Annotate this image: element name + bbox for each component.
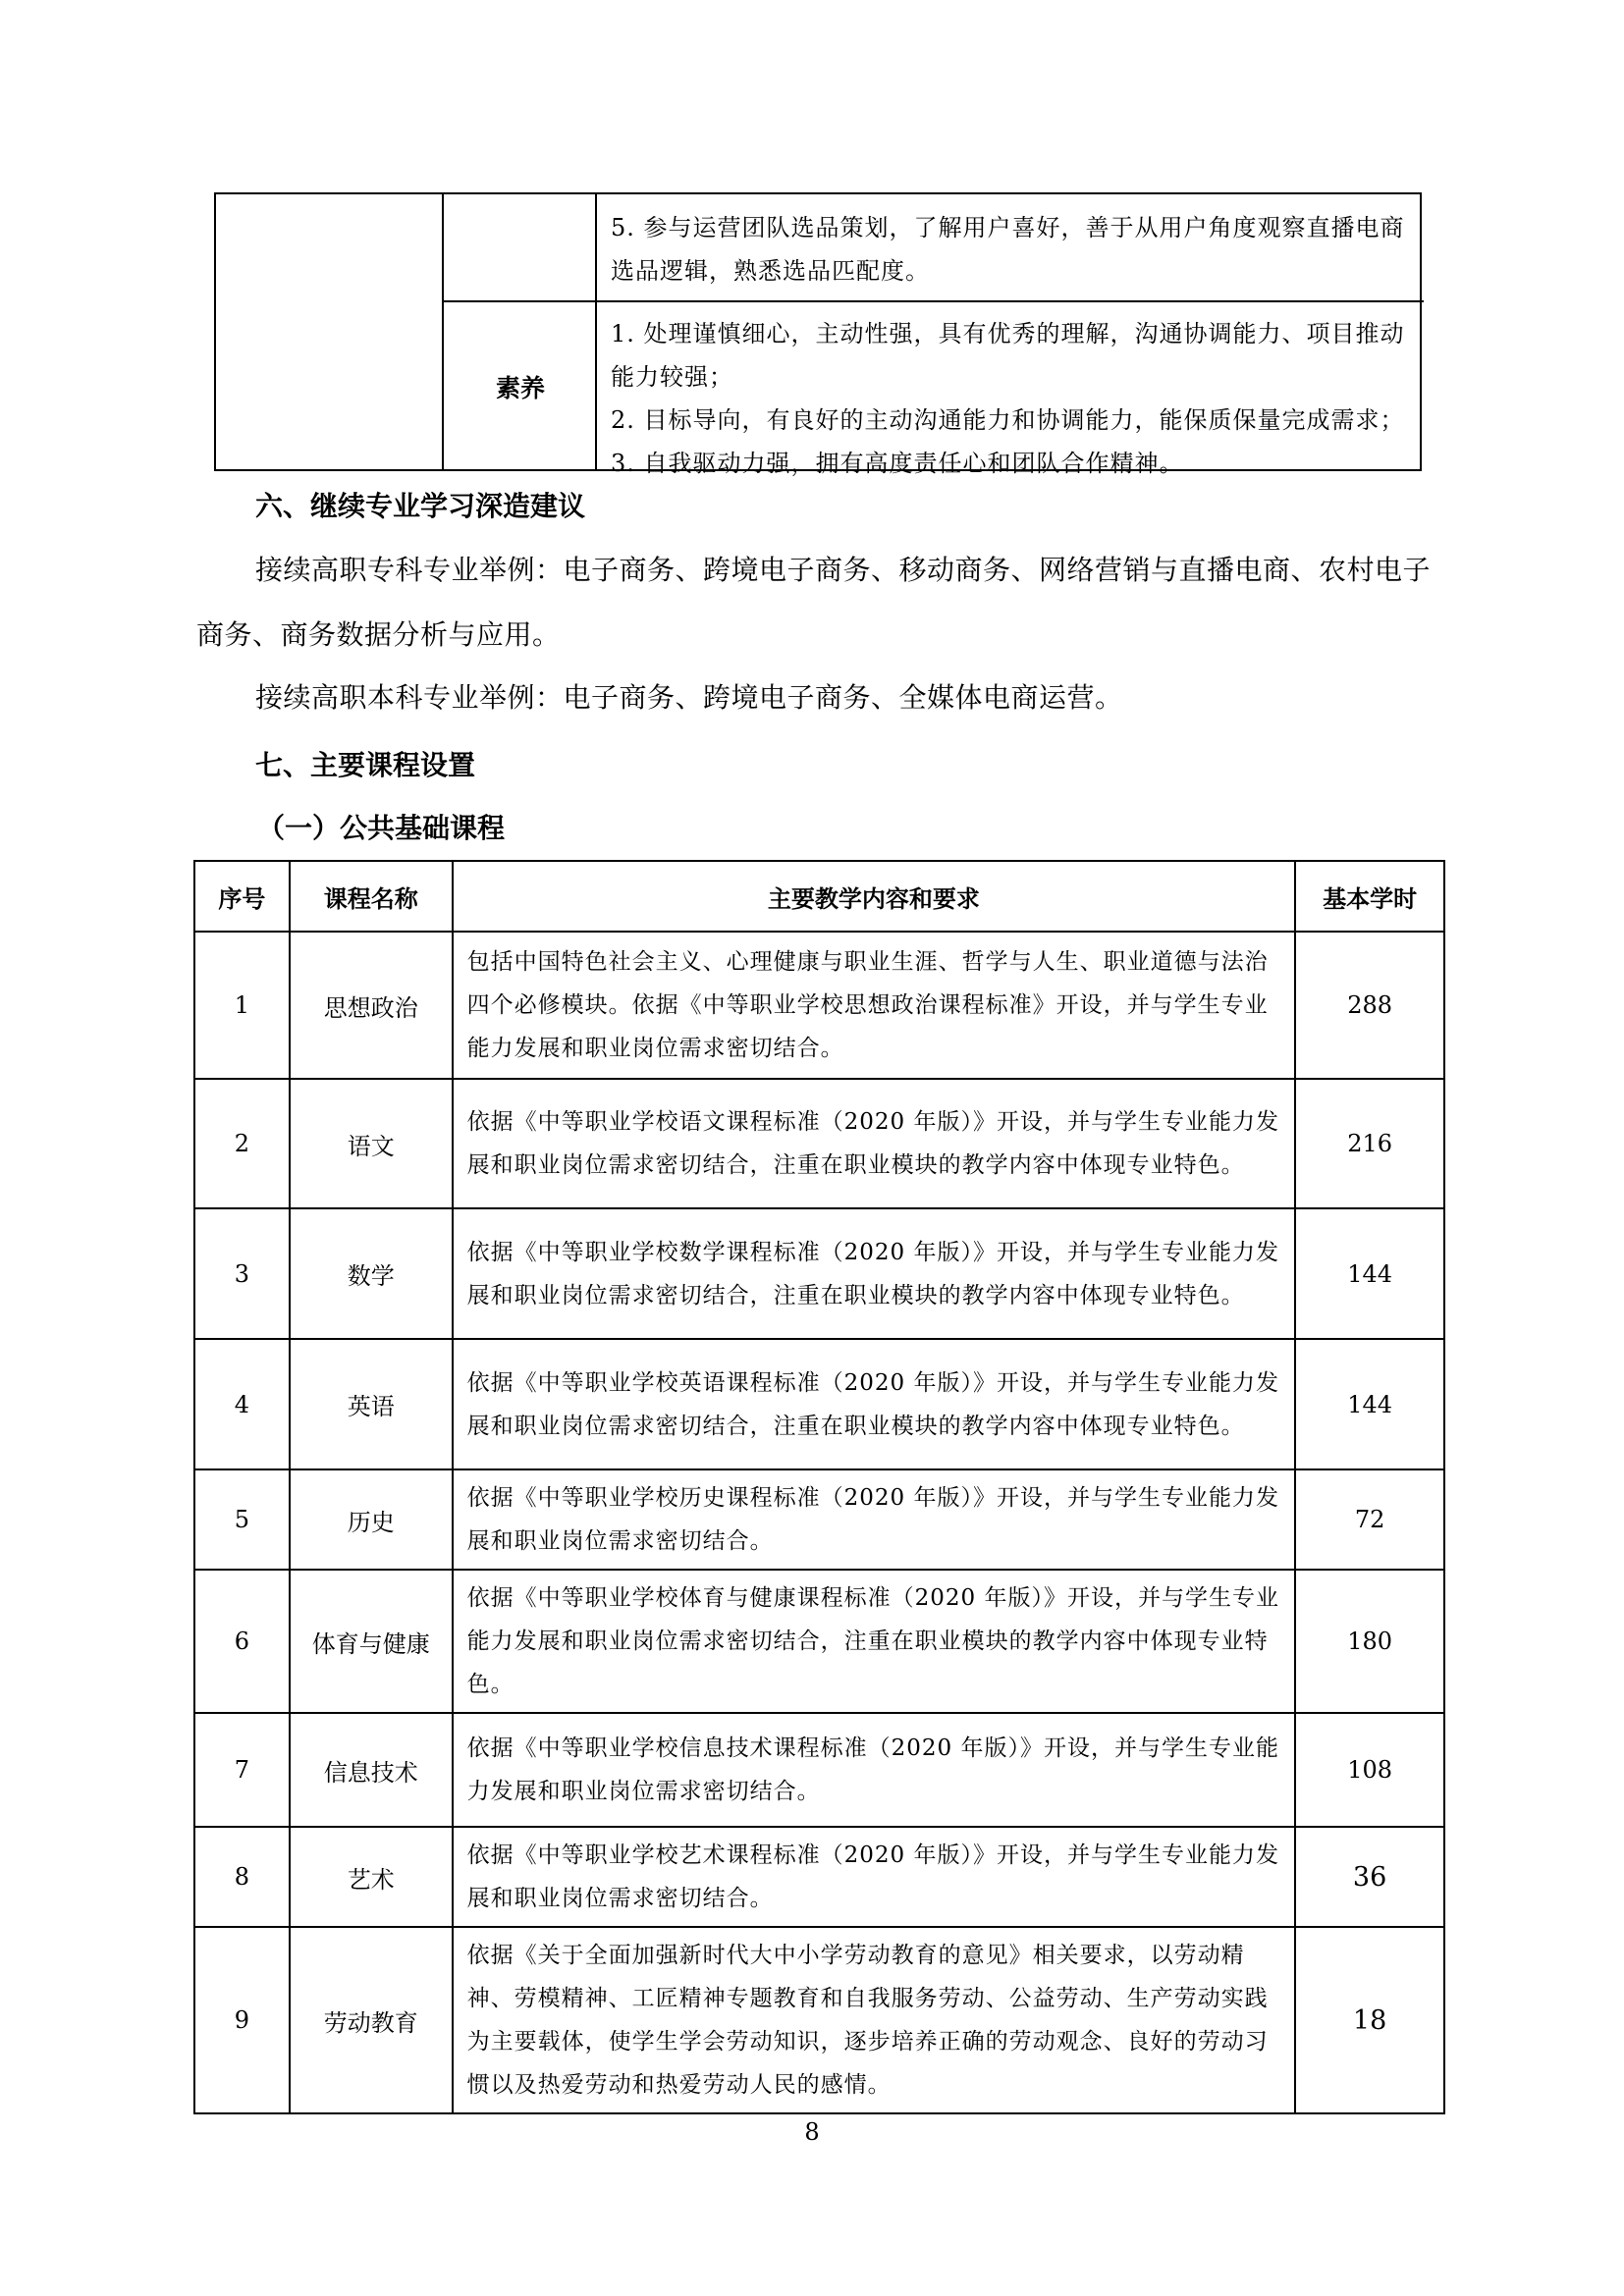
row-number: 2	[194, 1079, 290, 1208]
section-6-paragraph-2: 接续高职本科专业举例：电子商务、跨境电子商务、全媒体电商运营。	[255, 681, 1123, 714]
table-col-category	[216, 194, 444, 469]
row-number: 5	[194, 1469, 290, 1570]
course-hours: 180	[1295, 1570, 1444, 1713]
row-number: 3	[194, 1208, 290, 1339]
course-hours: 288	[1295, 932, 1444, 1079]
table-row	[194, 1079, 1444, 1208]
header-content: 主要教学内容和要求	[453, 861, 1296, 932]
course-content: 依据《中等职业学校艺术课程标准（2020 年版）》开设，并与学生专业能力发展和职业岗位需求密切结合。	[453, 1827, 1296, 1927]
page-number: 8	[804, 2118, 820, 2146]
row-number: 4	[194, 1339, 290, 1469]
table-row	[194, 1339, 1444, 1469]
literacy-label: 素养	[495, 374, 545, 402]
course-name: 历史	[290, 1469, 453, 1570]
course-content: 依据《中等职业学校信息技术课程标准（2020 年版）》开设，并与学生专业能力发展和职业岗位需求密切结合。	[453, 1713, 1296, 1827]
literacy-item-3: 3. 自我驱动力强，拥有高度责任心和团队合作精神。	[611, 450, 1184, 477]
section-6-heading: 六、继续专业学习深造建议	[255, 490, 586, 522]
public-foundation-course-table	[193, 860, 1445, 2114]
course-content: 依据《中等职业学校历史课程标准（2020 年版）》开设，并与学生专业能力发展和职业岗位需求密切结合。	[453, 1469, 1296, 1570]
table-row	[194, 932, 1444, 1079]
course-content: 包括中国特色社会主义、心理健康与职业生涯、哲学与人生、职业道德与法治四个必修模块。依据《中等职业学校思想政治课程标准》开设，并与学生专业能力发展和职业岗位需求密切结合。	[453, 932, 1296, 1079]
table-row	[194, 1827, 1444, 1927]
course-hours: 72	[1295, 1469, 1444, 1570]
table-row	[194, 1469, 1444, 1570]
header-course-name: 课程名称	[290, 861, 453, 932]
course-name: 信息技术	[290, 1713, 453, 1827]
course-name: 语文	[290, 1079, 453, 1208]
table-row	[194, 1570, 1444, 1713]
skill-item-5: 5. 参与运营团队选品策划，了解用户喜好，善于从用户角度观察直播电商选品逻辑，熟悉选品匹配度。	[611, 214, 1405, 285]
ability-requirements-table	[214, 192, 1422, 477]
course-name: 英语	[290, 1339, 453, 1469]
row-number: 6	[194, 1570, 290, 1713]
row-number: 8	[194, 1827, 290, 1927]
course-hours: 18	[1295, 1927, 1444, 2113]
course-content: 依据《中等职业学校数学课程标准（2020 年版）》开设，并与学生专业能力发展和职业岗位需求密切结合，注重在职业模块的教学内容中体现专业特色。	[453, 1208, 1296, 1339]
course-name: 思想政治	[290, 932, 453, 1079]
literacy-item-1: 1. 处理谨慎细心，主动性强，具有优秀的理解，沟通协调能力、项目推动能力较强；	[611, 320, 1405, 391]
course-content: 依据《中等职业学校英语课程标准（2020 年版）》开设，并与学生专业能力发展和职业岗位需求密切结合，注重在职业模块的教学内容中体现专业特色。	[453, 1339, 1296, 1469]
section-7-subheading: （一）公共基础课程	[257, 812, 506, 844]
course-hours: 36	[1295, 1827, 1444, 1927]
course-hours: 144	[1295, 1208, 1444, 1339]
table-row	[194, 1927, 1444, 2113]
course-content: 依据《关于全面加强新时代大中小学劳动教育的意见》相关要求，以劳动精神、劳模精神、工匠精神专题教育和自我服务劳动、公益劳动、生产劳动实践为主要载体，使学生学会劳动知识，逐步培养正确的劳动观念、良好的劳动习惯以及热爱劳动和热爱劳动人民的感情。	[453, 1927, 1296, 2113]
row-number: 1	[194, 932, 290, 1079]
row-number: 9	[194, 1927, 290, 2113]
literacy-item-2: 2. 目标导向，有良好的主动沟通能力和协调能力，能保质保量完成需求；	[611, 406, 1405, 434]
course-name: 劳动教育	[290, 1927, 453, 2113]
course-hours: 144	[1295, 1339, 1444, 1469]
course-hours: 108	[1295, 1713, 1444, 1827]
course-name: 体育与健康	[290, 1570, 453, 1713]
table-row	[194, 1713, 1444, 1827]
course-name: 数学	[290, 1208, 453, 1339]
header-hours: 基本学时	[1295, 861, 1444, 932]
table-header-row	[194, 861, 1444, 932]
table-row	[194, 1208, 1444, 1339]
literacy-items	[611, 312, 1416, 485]
course-name: 艺术	[290, 1827, 453, 1927]
course-content: 依据《中等职业学校体育与健康课程标准（2020 年版）》开设，并与学生专业能力发展和职业岗位需求密切结合，注重在职业模块的教学内容中体现专业特色。	[453, 1570, 1296, 1713]
course-content: 依据《中等职业学校语文课程标准（2020 年版）》开设，并与学生专业能力发展和职业岗位需求密切结合，注重在职业模块的教学内容中体现专业特色。	[453, 1079, 1296, 1208]
course-hours: 216	[1295, 1079, 1444, 1208]
section-6-paragraph-1: 接续高职专科专业举例：电子商务、跨境电子商务、移动商务、网络营销与直播电商、农村电子商务、商务数据分析与应用。	[196, 554, 1432, 651]
header-number: 序号	[194, 861, 290, 932]
section-7-heading: 七、主要课程设置	[255, 749, 476, 781]
row-number: 7	[194, 1713, 290, 1827]
